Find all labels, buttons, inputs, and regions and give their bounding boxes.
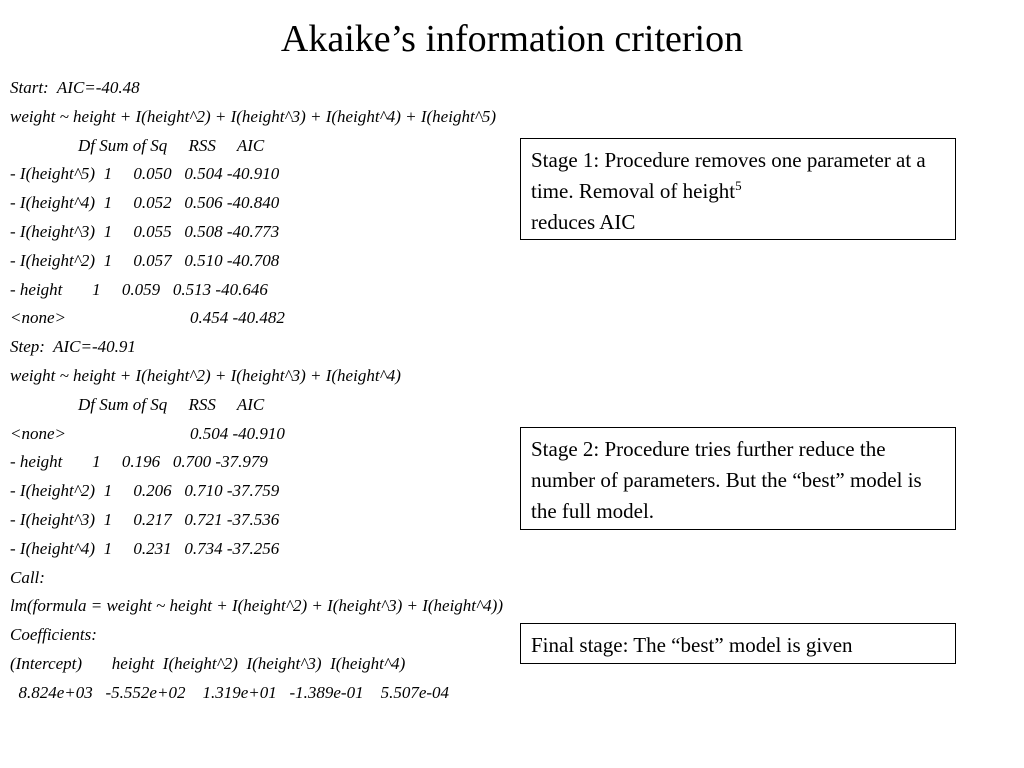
stage1-note-text: Stage 1: Procedure removes one parameter at a time. Removal of height	[531, 148, 926, 203]
aic-value: -40.482	[232, 308, 285, 328]
df-value: 1	[103, 221, 113, 241]
term: - I(height^2)	[10, 481, 96, 501]
term: - height	[10, 452, 63, 472]
rss-value: 0.506	[184, 193, 223, 213]
aic-value: -40.840	[226, 193, 280, 213]
df-value: 1	[92, 452, 101, 472]
rss-value: 0.710	[184, 481, 223, 501]
df-value: 1	[103, 538, 113, 558]
df-value: 1	[103, 193, 113, 213]
df-value: 1	[103, 164, 113, 184]
term: - I(height^4)	[10, 538, 96, 558]
term: - I(height^3)	[10, 509, 96, 529]
sumsq-value: 0.057	[133, 250, 172, 270]
coefficients-label: Coefficients:	[10, 625, 97, 645]
header-sumsq: Sum of Sq	[99, 135, 168, 155]
slide-title: Akaike’s information criterion	[280, 18, 744, 60]
header-aic: AIC	[236, 394, 265, 414]
coefficients-header: (Intercept) height I(height^2) I(height^3) I(height^4)	[10, 653, 406, 673]
term: - I(height^3)	[10, 221, 96, 241]
stage1-note	[520, 138, 956, 240]
df-value: 1	[103, 481, 113, 501]
final-stage-note: Final stage: The “best” model is given	[520, 623, 956, 664]
sumsq-value: 0.231	[133, 538, 172, 558]
aic-value: -40.708	[226, 250, 280, 270]
table-row	[10, 535, 610, 564]
table-header-stage2	[10, 391, 610, 420]
df-value: 1	[103, 509, 113, 529]
sumsq-value: 0.059	[121, 279, 161, 299]
term: <none>	[10, 308, 66, 328]
header-rss: RSS	[188, 394, 216, 414]
step-aic-line: Step: AIC=-40.91	[10, 337, 136, 357]
call-label: Call:	[10, 567, 45, 587]
aic-value: -37.256	[226, 538, 280, 558]
header-aic: AIC	[236, 135, 265, 155]
term: - I(height^5)	[10, 164, 96, 184]
aic-value: -37.759	[226, 481, 280, 501]
rss-value: 0.513	[172, 279, 212, 299]
stage1-note-superscript: 5	[735, 178, 742, 193]
term: - I(height^4)	[10, 193, 96, 213]
rss-value: 0.510	[184, 250, 223, 270]
sumsq-value: 0.055	[133, 221, 172, 241]
rss-value: 0.504	[190, 423, 229, 443]
aic-value: -40.910	[226, 164, 280, 184]
aic-value: -40.910	[232, 423, 285, 443]
term: <none>	[10, 423, 66, 443]
aic-value: -40.773	[226, 221, 280, 241]
rss-value: 0.700	[172, 452, 212, 472]
table-row-none	[10, 304, 610, 333]
rss-value: 0.721	[184, 509, 223, 529]
rss-value: 0.508	[184, 221, 223, 241]
rss-value: 0.454	[190, 308, 229, 328]
aic-value: -37.536	[226, 509, 280, 529]
aic-value: -37.979	[215, 452, 268, 472]
header-rss: RSS	[188, 135, 216, 155]
table-row	[10, 247, 610, 276]
df-value: 1	[92, 279, 101, 299]
sumsq-value: 0.206	[133, 481, 172, 501]
sumsq-value: 0.196	[121, 452, 161, 472]
table-row	[10, 276, 610, 305]
start-aic-line: Start: AIC=-40.48	[10, 78, 140, 97]
coefficients-values: 8.824e+03 -5.552e+02 1.319e+01 -1.389e-01 5.507e-04	[10, 682, 450, 702]
rss-value: 0.504	[184, 164, 223, 184]
df-value: 1	[103, 250, 113, 270]
header-df: Df	[78, 394, 95, 414]
sumsq-value: 0.052	[133, 193, 172, 213]
stage1-note-tail: reduces AIC	[531, 210, 636, 234]
sumsq-value: 0.050	[133, 164, 172, 184]
stage2-note: Stage 2: Procedure tries further reduce the number of parameters. But the “best” model is the full model.	[520, 427, 956, 530]
term: - height	[10, 279, 63, 299]
term: - I(height^2)	[10, 250, 96, 270]
aic-value: -40.646	[215, 279, 268, 299]
header-sumsq: Sum of Sq	[99, 394, 168, 414]
step-formula-line: weight ~ height + I(height^2) + I(height^3) + I(height^4)	[10, 365, 401, 385]
start-formula-line: weight ~ height + I(height^2) + I(height^3) + I(height^4) + I(height^5)	[10, 106, 496, 126]
rss-value: 0.734	[184, 538, 223, 558]
header-df: Df	[78, 135, 95, 155]
call-line: lm(formula = weight ~ height + I(height^2) + I(height^3) + I(height^4))	[10, 596, 504, 616]
sumsq-value: 0.217	[133, 509, 172, 529]
